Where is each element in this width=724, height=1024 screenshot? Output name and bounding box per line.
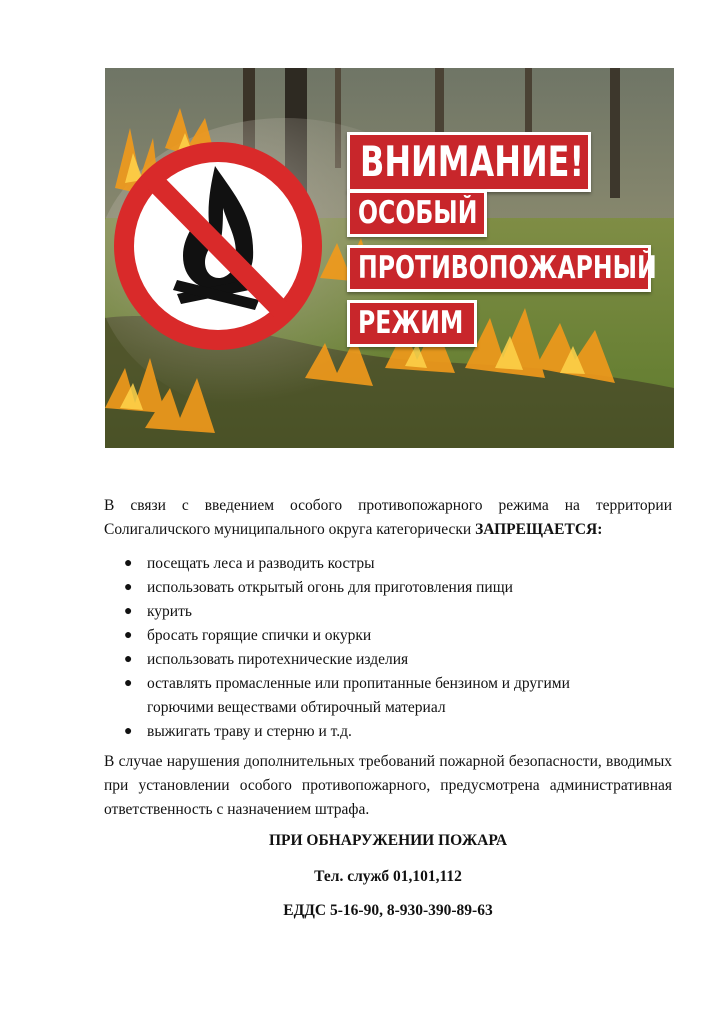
list-item: ● выжигать траву и стерню и т.д.: [104, 720, 672, 744]
bullet-icon: ●: [124, 580, 133, 595]
list-item: ● бросать горящие спички и окурки: [104, 624, 672, 648]
list-item: ● использовать открытый огонь для приготовления пищи: [104, 576, 672, 600]
list-item: ● оставлять промасленные или пропитанные бензином и другими горючими веществами обтирочный материал: [104, 672, 672, 720]
intro-text: Солигаличского муниципального округа категорически: [104, 521, 472, 538]
emergency-phone: Тел. служб 01,101,112: [314, 868, 462, 885]
list-item: ● посещать леса и разводить костры: [104, 552, 672, 576]
penalty-warning: В случае нарушения дополнительных требований пожарной безопасности, вводимых при установлении особого противопожарного, предусмотрена административная ответственность с назначением штрафа.: [104, 753, 672, 818]
banner-line-attention: ВНИМАНИЕ!: [347, 132, 591, 192]
intro-line-1: В связи с введением особого противопожарного режима на территории: [104, 497, 672, 514]
fire-detection-heading: ПРИ ОБНАРУЖЕНИИ ПОЖАРА: [268, 832, 508, 849]
banner-line-special: ОСОБЫЙ: [347, 190, 487, 237]
bullet-icon: ●: [124, 676, 133, 691]
no-campfire-icon: [114, 142, 322, 350]
intro-paragraph: [104, 494, 672, 542]
intro-line-2: [104, 518, 672, 542]
bullet-icon: ●: [124, 556, 133, 571]
edds-phone: ЕДДС 5-16-90, 8-930-390-89-63: [283, 902, 493, 919]
banner-line-fire-prevention: ПРОТИВОПОЖАРНЫЙ: [347, 245, 651, 292]
banner-line-regime: РЕЖИМ: [347, 300, 477, 347]
prohibited-label: ЗАПРЕЩАЕТСЯ:: [475, 521, 603, 538]
bullet-icon: ●: [124, 628, 133, 643]
fire-warning-banner: [105, 68, 674, 448]
bullet-icon: ●: [124, 724, 133, 739]
list-item: ● курить: [104, 600, 672, 624]
list-item: ● использовать пиротехнические изделия: [104, 648, 672, 672]
prohibitions-list: [104, 552, 672, 744]
bullet-icon: ●: [124, 604, 133, 619]
bullet-icon: ●: [124, 652, 133, 667]
